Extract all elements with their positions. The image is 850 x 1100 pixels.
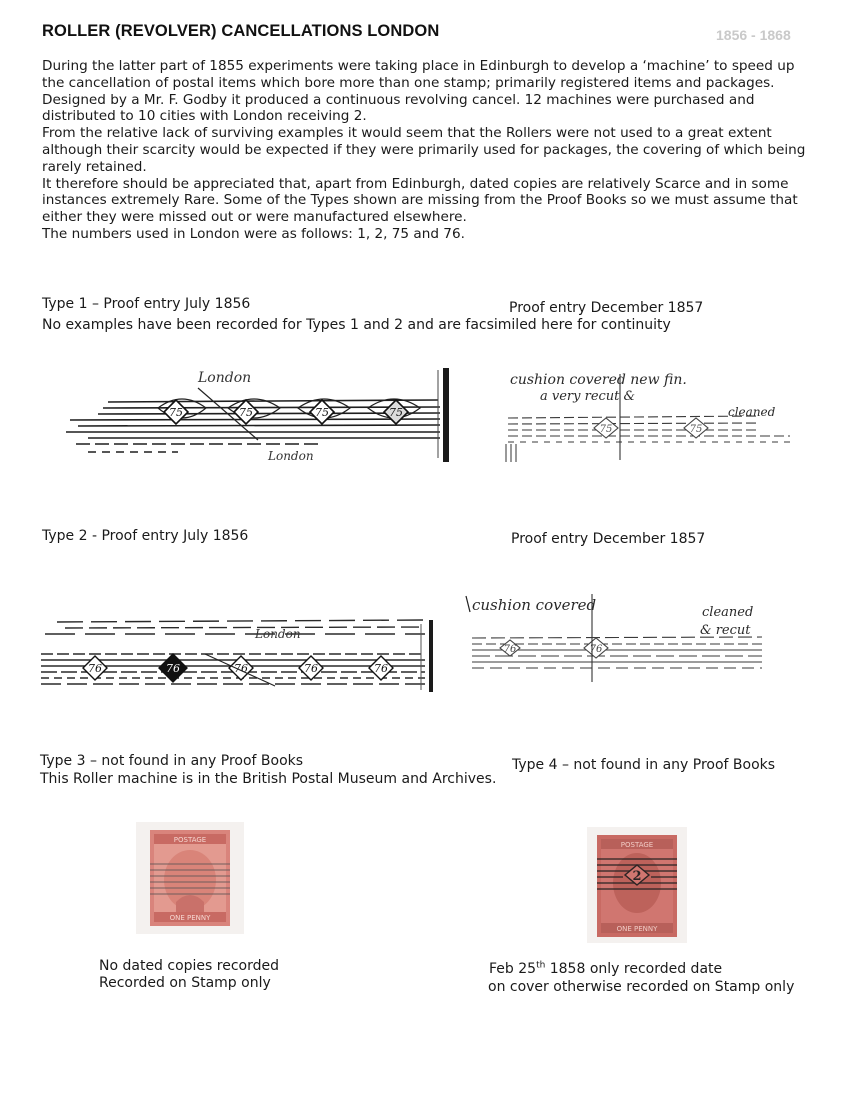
type2-proof-strike-right <box>462 588 792 688</box>
handwritten-note: cushion covered <box>472 596 597 614</box>
type4-label: Type 4 – not found in any Proof Books <box>512 757 776 773</box>
handwritten-note: cleaned <box>728 405 776 419</box>
roller-number: 75 <box>169 406 183 419</box>
type3-stamp-mount <box>136 822 244 934</box>
type2-proof-strike-left <box>35 614 439 694</box>
type1-right-label: Proof entry December 1857 <box>509 300 704 316</box>
type4-stamp-mount <box>587 827 687 943</box>
roller-number: 75 <box>315 406 329 419</box>
handwritten-note: London <box>255 627 301 641</box>
type2-label: Type 2 - Proof entry July 1856 <box>42 528 249 544</box>
type3-note: This Roller machine is in the British Postal Museum and Archives. <box>40 771 497 787</box>
intro-paragraph: It therefore should be appreciated that, apart from Edinburgh, dated copies are relatively Scarce and in some instances extremely Rare. Some of the Types shown are missing from the Proof Books so we must assume that either they were missed out or were manufactured elsewhere. <box>42 175 798 226</box>
type1-proof-strike-right <box>500 360 800 466</box>
roller-number: 76 <box>234 662 248 675</box>
type2-right-label: Proof entry December 1857 <box>511 531 706 547</box>
handwritten-note: & recut <box>700 623 751 638</box>
caption-text: 1858 only recorded date <box>545 961 723 977</box>
stamp-text: POSTAGE <box>173 836 207 844</box>
type4-caption-line1 <box>489 960 722 978</box>
stamp-text: ONE PENNY <box>169 914 211 922</box>
date-range: 1856 - 1868 <box>716 27 791 43</box>
roller-number: 76 <box>304 662 318 675</box>
intro-paragraph: During the latter part of 1855 experiments were taking place in Edinburgh to develop a ‘machine’ to speed up the cancellation of postal items which bore more than one stamp; primarily registered items and packages. Designed by a Mr. F. Godby it produced a continuous revolving cancel. 12 machines were purchased and distributed to 10 cities with London receiving 2. <box>42 58 795 125</box>
roller-number: 75 <box>239 406 253 419</box>
page-title: ROLLER (REVOLVER) CANCELLATIONS LONDON <box>42 22 440 40</box>
stamp-text: POSTAGE <box>620 841 654 849</box>
roller-number: 76 <box>88 662 102 675</box>
intro-paragraph: From the relative lack of surviving examples it would seem that the Rollers were not used to a great extent although their scarcity would be expected if they were primarily used for packages, the covering of which being rarely retained. <box>42 125 806 175</box>
handwritten-note: London <box>198 370 252 386</box>
roller-number: 75 <box>599 424 613 435</box>
type3-caption-line1: No dated copies recorded <box>99 958 280 974</box>
roller-number: 76 <box>374 662 388 675</box>
type1-note: No examples have been recorded for Types 1 and 2 and are facsimiled here for continuity <box>42 317 671 333</box>
penny-red-stamp <box>587 827 687 943</box>
handwritten-note: cushion covered new fin. <box>510 372 687 388</box>
type3-caption-line2: Recorded on Stamp only <box>99 975 271 991</box>
penny-red-stamp <box>136 822 244 934</box>
roller-number: 75 <box>389 406 403 419</box>
caption-date: Feb 25 <box>489 961 537 977</box>
handwritten-note: London <box>268 449 314 463</box>
roller-number: 75 <box>689 424 703 435</box>
type1-proof-strike-left <box>58 362 464 466</box>
type1-label: Type 1 – Proof entry July 1856 <box>42 296 251 312</box>
stamp-text: ONE PENNY <box>616 925 658 933</box>
roller-number: 2 <box>632 869 642 884</box>
type4-caption-line2: on cover otherwise recorded on Stamp only <box>488 979 795 995</box>
roller-number: 76 <box>166 662 180 675</box>
intro-text <box>42 58 812 243</box>
roller-number: 76 <box>503 644 517 655</box>
type3-label: Type 3 – not found in any Proof Books <box>40 753 304 769</box>
handwritten-note: a very recut & <box>540 389 636 404</box>
roller-number: 76 <box>589 644 603 655</box>
handwritten-note: cleaned <box>702 605 754 620</box>
intro-paragraph: The numbers used in London were as follows: 1, 2, 75 and 76. <box>42 225 465 242</box>
caption-ordinal: th <box>536 960 546 971</box>
